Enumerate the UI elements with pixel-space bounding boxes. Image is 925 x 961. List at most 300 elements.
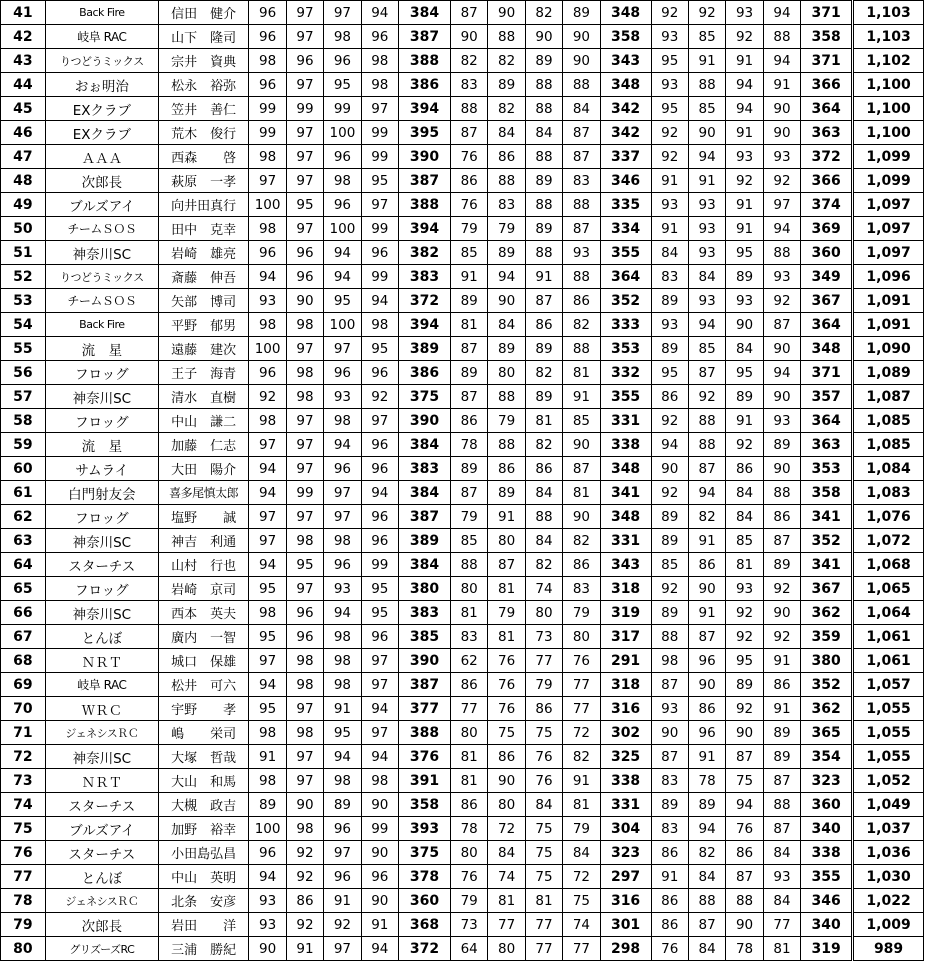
subtotal-cell: 384 xyxy=(399,481,451,505)
score-cell: 98 xyxy=(286,361,323,385)
subtotal-cell: 291 xyxy=(600,649,651,673)
score-cell: 84 xyxy=(525,529,562,553)
score-cell: 90 xyxy=(450,25,487,49)
score-cell: 87 xyxy=(688,457,725,481)
rank-cell: 44 xyxy=(1,73,46,97)
score-cell: 97 xyxy=(286,169,323,193)
subtotal-cell: 348 xyxy=(600,457,651,481)
score-cell: 94 xyxy=(763,217,800,241)
score-cell: 90 xyxy=(763,385,800,409)
score-cell: 90 xyxy=(361,889,398,913)
score-cell: 98 xyxy=(249,145,286,169)
subtotal-cell: 331 xyxy=(600,793,651,817)
subtotal-cell: 334 xyxy=(600,217,651,241)
score-cell: 92 xyxy=(763,289,800,313)
rank-cell: 63 xyxy=(1,529,46,553)
score-cell: 88 xyxy=(563,265,600,289)
score-cell: 77 xyxy=(450,697,487,721)
score-cell: 81 xyxy=(450,769,487,793)
total-cell: 1,052 xyxy=(853,769,924,793)
score-cell: 97 xyxy=(763,193,800,217)
score-cell: 90 xyxy=(563,505,600,529)
rank-cell: 48 xyxy=(1,169,46,193)
subtotal-cell: 331 xyxy=(600,409,651,433)
score-cell: 97 xyxy=(361,409,398,433)
subtotal-cell: 358 xyxy=(600,25,651,49)
score-cell: 78 xyxy=(450,433,487,457)
total-cell: 1,087 xyxy=(853,385,924,409)
score-cell: 99 xyxy=(361,817,398,841)
score-cell: 90 xyxy=(763,337,800,361)
score-cell: 91 xyxy=(726,409,763,433)
name-cell: 斎藤 伸吾 xyxy=(158,265,248,289)
score-cell: 89 xyxy=(249,793,286,817)
score-cell: 87 xyxy=(763,817,800,841)
rank-cell: 67 xyxy=(1,625,46,649)
total-cell: 1,037 xyxy=(853,817,924,841)
score-cell: 91 xyxy=(563,769,600,793)
table-row xyxy=(1,385,924,409)
score-cell: 90 xyxy=(563,49,600,73)
score-cell: 98 xyxy=(249,49,286,73)
rank-cell: 54 xyxy=(1,313,46,337)
score-cell: 89 xyxy=(651,505,688,529)
score-cell: 96 xyxy=(249,241,286,265)
score-cell: 64 xyxy=(450,937,487,961)
score-cell: 94 xyxy=(249,865,286,889)
subtotal-cell: 343 xyxy=(600,49,651,73)
score-cell: 92 xyxy=(726,697,763,721)
rank-cell: 52 xyxy=(1,265,46,289)
table-row xyxy=(1,49,924,73)
name-cell: 西本 英夫 xyxy=(158,601,248,625)
club-cell: 白門射友会 xyxy=(45,481,158,505)
score-cell: 96 xyxy=(249,361,286,385)
name-cell: 岩崎 京司 xyxy=(158,577,248,601)
total-cell: 1,049 xyxy=(853,793,924,817)
table-row xyxy=(1,1,924,25)
subtotal-cell: 316 xyxy=(600,697,651,721)
subtotal-cell: 390 xyxy=(399,409,451,433)
score-cell: 89 xyxy=(525,217,562,241)
name-cell: 矢部 博司 xyxy=(158,289,248,313)
score-cell: 79 xyxy=(450,217,487,241)
score-cell: 85 xyxy=(688,25,725,49)
club-cell: フロッグ xyxy=(45,577,158,601)
score-cell: 97 xyxy=(286,745,323,769)
score-cell: 93 xyxy=(763,409,800,433)
score-cell: 76 xyxy=(525,745,562,769)
score-cell: 89 xyxy=(763,433,800,457)
score-cell: 91 xyxy=(651,865,688,889)
total-cell: 1,061 xyxy=(853,625,924,649)
score-cell: 88 xyxy=(763,793,800,817)
rank-cell: 80 xyxy=(1,937,46,961)
total-cell: 1,091 xyxy=(853,313,924,337)
subtotal-cell: 353 xyxy=(801,457,853,481)
table-row xyxy=(1,865,924,889)
score-cell: 98 xyxy=(324,529,361,553)
score-cell: 98 xyxy=(286,721,323,745)
score-cell: 89 xyxy=(763,721,800,745)
score-cell: 98 xyxy=(361,73,398,97)
name-cell: 笠井 善仁 xyxy=(158,97,248,121)
subtotal-cell: 371 xyxy=(801,1,853,25)
score-cell: 95 xyxy=(249,625,286,649)
score-cell: 83 xyxy=(563,169,600,193)
score-cell: 98 xyxy=(324,169,361,193)
name-cell: 宗井 資典 xyxy=(158,49,248,73)
score-cell: 99 xyxy=(361,217,398,241)
score-cell: 98 xyxy=(324,25,361,49)
score-cell: 91 xyxy=(726,121,763,145)
name-cell: 清水 直樹 xyxy=(158,385,248,409)
score-cell: 90 xyxy=(286,793,323,817)
score-cell: 94 xyxy=(361,745,398,769)
total-cell: 1,065 xyxy=(853,577,924,601)
club-cell: 次郎長 xyxy=(45,913,158,937)
score-cell: 80 xyxy=(488,529,525,553)
score-cell: 90 xyxy=(488,769,525,793)
subtotal-cell: 341 xyxy=(600,481,651,505)
subtotal-cell: 388 xyxy=(399,193,451,217)
rank-cell: 58 xyxy=(1,409,46,433)
score-cell: 98 xyxy=(651,649,688,673)
subtotal-cell: 338 xyxy=(600,433,651,457)
score-cell: 97 xyxy=(286,73,323,97)
score-cell: 79 xyxy=(488,409,525,433)
score-cell: 90 xyxy=(249,937,286,961)
score-cell: 93 xyxy=(249,889,286,913)
score-cell: 98 xyxy=(324,769,361,793)
score-cell: 92 xyxy=(651,481,688,505)
score-cell: 94 xyxy=(688,313,725,337)
score-cell: 91 xyxy=(450,265,487,289)
club-cell: ＡＡＡ xyxy=(45,145,158,169)
score-cell: 94 xyxy=(488,265,525,289)
score-cell: 97 xyxy=(249,649,286,673)
table-row xyxy=(1,289,924,313)
score-cell: 97 xyxy=(361,721,398,745)
score-cell: 97 xyxy=(286,121,323,145)
score-cell: 96 xyxy=(249,73,286,97)
club-cell: 神奈川SC xyxy=(45,241,158,265)
score-cell: 83 xyxy=(651,817,688,841)
score-cell: 91 xyxy=(726,193,763,217)
subtotal-cell: 354 xyxy=(801,745,853,769)
total-cell: 989 xyxy=(853,937,924,961)
name-cell: 松井 可六 xyxy=(158,673,248,697)
club-cell: ＷＲＣ xyxy=(45,697,158,721)
score-cell: 90 xyxy=(563,433,600,457)
score-cell: 81 xyxy=(726,553,763,577)
score-cell: 87 xyxy=(688,913,725,937)
total-cell: 1,100 xyxy=(853,121,924,145)
subtotal-cell: 363 xyxy=(801,121,853,145)
subtotal-cell: 387 xyxy=(399,169,451,193)
subtotal-cell: 316 xyxy=(600,889,651,913)
score-cell: 95 xyxy=(361,577,398,601)
score-cell: 79 xyxy=(488,217,525,241)
table-row xyxy=(1,505,924,529)
club-cell: 神奈川SC xyxy=(45,529,158,553)
name-cell: 松永 裕弥 xyxy=(158,73,248,97)
rank-cell: 73 xyxy=(1,769,46,793)
subtotal-cell: 375 xyxy=(399,841,451,865)
score-cell: 83 xyxy=(450,625,487,649)
score-cell: 86 xyxy=(450,793,487,817)
score-cell: 97 xyxy=(249,433,286,457)
score-cell: 97 xyxy=(249,529,286,553)
name-cell: 城口 保雄 xyxy=(158,649,248,673)
rank-cell: 59 xyxy=(1,433,46,457)
score-cell: 90 xyxy=(763,601,800,625)
score-cell: 86 xyxy=(286,889,323,913)
score-cell: 96 xyxy=(324,817,361,841)
score-cell: 93 xyxy=(763,265,800,289)
subtotal-cell: 352 xyxy=(801,673,853,697)
score-cell: 94 xyxy=(361,289,398,313)
subtotal-cell: 338 xyxy=(801,841,853,865)
score-cell: 89 xyxy=(450,361,487,385)
score-cell: 98 xyxy=(286,817,323,841)
score-cell: 74 xyxy=(563,913,600,937)
score-cell: 91 xyxy=(563,385,600,409)
total-cell: 1,097 xyxy=(853,241,924,265)
score-cell: 98 xyxy=(324,625,361,649)
score-cell: 95 xyxy=(249,577,286,601)
club-cell: ＮＲＴ xyxy=(45,649,158,673)
score-cell: 95 xyxy=(361,337,398,361)
subtotal-cell: 353 xyxy=(600,337,651,361)
score-cell: 86 xyxy=(525,457,562,481)
score-cell: 97 xyxy=(286,217,323,241)
total-cell: 1,091 xyxy=(853,289,924,313)
score-cell: 97 xyxy=(361,193,398,217)
score-cell: 90 xyxy=(488,1,525,25)
rank-cell: 77 xyxy=(1,865,46,889)
subtotal-cell: 364 xyxy=(801,409,853,433)
score-cell: 86 xyxy=(651,841,688,865)
score-cell: 92 xyxy=(361,385,398,409)
score-cell: 94 xyxy=(688,145,725,169)
subtotal-cell: 371 xyxy=(801,49,853,73)
rank-cell: 69 xyxy=(1,673,46,697)
subtotal-cell: 372 xyxy=(399,289,451,313)
subtotal-cell: 387 xyxy=(399,505,451,529)
score-cell: 95 xyxy=(651,361,688,385)
table-row xyxy=(1,889,924,913)
score-cell: 89 xyxy=(525,385,562,409)
score-cell: 96 xyxy=(361,505,398,529)
score-cell: 99 xyxy=(249,97,286,121)
subtotal-cell: 395 xyxy=(399,121,451,145)
score-cell: 86 xyxy=(688,553,725,577)
score-cell: 75 xyxy=(525,721,562,745)
subtotal-cell: 360 xyxy=(801,241,853,265)
score-cell: 77 xyxy=(488,913,525,937)
subtotal-cell: 323 xyxy=(600,841,651,865)
score-cell: 92 xyxy=(726,625,763,649)
score-cell: 82 xyxy=(525,433,562,457)
score-cell: 88 xyxy=(488,25,525,49)
score-cell: 88 xyxy=(525,241,562,265)
table-row xyxy=(1,553,924,577)
score-cell: 81 xyxy=(525,889,562,913)
total-cell: 1,055 xyxy=(853,721,924,745)
score-cell: 87 xyxy=(763,529,800,553)
score-cell: 87 xyxy=(563,217,600,241)
score-cell: 84 xyxy=(488,841,525,865)
score-cell: 96 xyxy=(286,49,323,73)
score-cell: 85 xyxy=(726,529,763,553)
score-cell: 76 xyxy=(450,865,487,889)
score-cell: 95 xyxy=(324,289,361,313)
score-cell: 86 xyxy=(488,457,525,481)
score-cell: 88 xyxy=(688,433,725,457)
table-row xyxy=(1,529,924,553)
subtotal-cell: 302 xyxy=(600,721,651,745)
score-cell: 87 xyxy=(651,673,688,697)
table-row xyxy=(1,577,924,601)
score-cell: 75 xyxy=(525,817,562,841)
subtotal-cell: 297 xyxy=(600,865,651,889)
score-cell: 81 xyxy=(450,313,487,337)
total-cell: 1,061 xyxy=(853,649,924,673)
total-cell: 1,009 xyxy=(853,913,924,937)
score-cell: 87 xyxy=(450,337,487,361)
score-cell: 94 xyxy=(324,745,361,769)
club-cell: りつどうミックス xyxy=(45,49,158,73)
score-cell: 86 xyxy=(450,673,487,697)
score-cell: 97 xyxy=(324,841,361,865)
total-cell: 1,100 xyxy=(853,97,924,121)
score-cell: 82 xyxy=(488,49,525,73)
score-cell: 93 xyxy=(763,865,800,889)
subtotal-cell: 342 xyxy=(600,121,651,145)
subtotal-cell: 394 xyxy=(399,217,451,241)
score-cell: 88 xyxy=(525,73,562,97)
rank-cell: 64 xyxy=(1,553,46,577)
score-cell: 81 xyxy=(488,577,525,601)
club-cell: りつどうミックス xyxy=(45,265,158,289)
subtotal-cell: 367 xyxy=(801,577,853,601)
score-cell: 96 xyxy=(286,601,323,625)
total-cell: 1,097 xyxy=(853,217,924,241)
subtotal-cell: 367 xyxy=(801,289,853,313)
name-cell: 西森 啓 xyxy=(158,145,248,169)
score-cell: 92 xyxy=(726,25,763,49)
score-cell: 97 xyxy=(286,505,323,529)
score-cell: 91 xyxy=(249,745,286,769)
score-cell: 84 xyxy=(651,241,688,265)
score-cell: 86 xyxy=(525,313,562,337)
score-cell: 89 xyxy=(450,289,487,313)
club-cell: サムライ xyxy=(45,457,158,481)
score-cell: 82 xyxy=(563,529,600,553)
rank-cell: 41 xyxy=(1,1,46,25)
name-cell: 山村 行也 xyxy=(158,553,248,577)
score-cell: 92 xyxy=(726,601,763,625)
subtotal-cell: 360 xyxy=(399,889,451,913)
name-cell: 信田 健介 xyxy=(158,1,248,25)
score-cell: 91 xyxy=(688,169,725,193)
score-cell: 87 xyxy=(688,625,725,649)
total-cell: 1,055 xyxy=(853,697,924,721)
total-cell: 1,085 xyxy=(853,433,924,457)
subtotal-cell: 362 xyxy=(801,601,853,625)
subtotal-cell: 372 xyxy=(801,145,853,169)
score-cell: 88 xyxy=(525,505,562,529)
score-cell: 88 xyxy=(688,889,725,913)
score-cell: 89 xyxy=(651,289,688,313)
score-cell: 91 xyxy=(688,529,725,553)
score-cell: 94 xyxy=(726,97,763,121)
score-cell: 94 xyxy=(361,1,398,25)
score-cell: 62 xyxy=(450,649,487,673)
score-cell: 95 xyxy=(324,73,361,97)
table-row xyxy=(1,481,924,505)
subtotal-cell: 358 xyxy=(399,793,451,817)
score-cell: 84 xyxy=(688,265,725,289)
score-cell: 92 xyxy=(688,1,725,25)
total-cell: 1,030 xyxy=(853,865,924,889)
score-cell: 94 xyxy=(763,1,800,25)
rank-cell: 46 xyxy=(1,121,46,145)
score-cell: 96 xyxy=(286,625,323,649)
rank-cell: 75 xyxy=(1,817,46,841)
score-cell: 93 xyxy=(688,217,725,241)
score-cell: 82 xyxy=(688,841,725,865)
subtotal-cell: 391 xyxy=(399,769,451,793)
score-cell: 94 xyxy=(688,817,725,841)
subtotal-cell: 358 xyxy=(801,25,853,49)
score-cell: 72 xyxy=(488,817,525,841)
table-row xyxy=(1,649,924,673)
score-cell: 95 xyxy=(286,193,323,217)
score-cell: 89 xyxy=(525,169,562,193)
score-cell: 90 xyxy=(726,721,763,745)
score-cell: 81 xyxy=(563,481,600,505)
score-cell: 88 xyxy=(763,481,800,505)
name-cell: 大槻 政吉 xyxy=(158,793,248,817)
club-cell: スターチス xyxy=(45,841,158,865)
table-row xyxy=(1,913,924,937)
score-cell: 93 xyxy=(651,25,688,49)
score-cell: 93 xyxy=(726,289,763,313)
score-cell: 87 xyxy=(763,313,800,337)
score-cell: 74 xyxy=(488,865,525,889)
score-cell: 98 xyxy=(286,673,323,697)
subtotal-cell: 384 xyxy=(399,553,451,577)
club-cell: 神奈川SC xyxy=(45,601,158,625)
score-cell: 94 xyxy=(324,601,361,625)
name-cell: 中山 謙二 xyxy=(158,409,248,433)
name-cell: 平野 郁男 xyxy=(158,313,248,337)
score-cell: 79 xyxy=(525,673,562,697)
club-cell: スターチス xyxy=(45,553,158,577)
score-cell: 87 xyxy=(726,865,763,889)
subtotal-cell: 359 xyxy=(801,625,853,649)
score-cell: 98 xyxy=(249,409,286,433)
score-cell: 95 xyxy=(324,721,361,745)
subtotal-cell: 362 xyxy=(801,697,853,721)
score-cell: 90 xyxy=(763,121,800,145)
subtotal-cell: 343 xyxy=(600,553,651,577)
score-cell: 83 xyxy=(488,193,525,217)
subtotal-cell: 384 xyxy=(399,1,451,25)
score-cell: 80 xyxy=(450,721,487,745)
